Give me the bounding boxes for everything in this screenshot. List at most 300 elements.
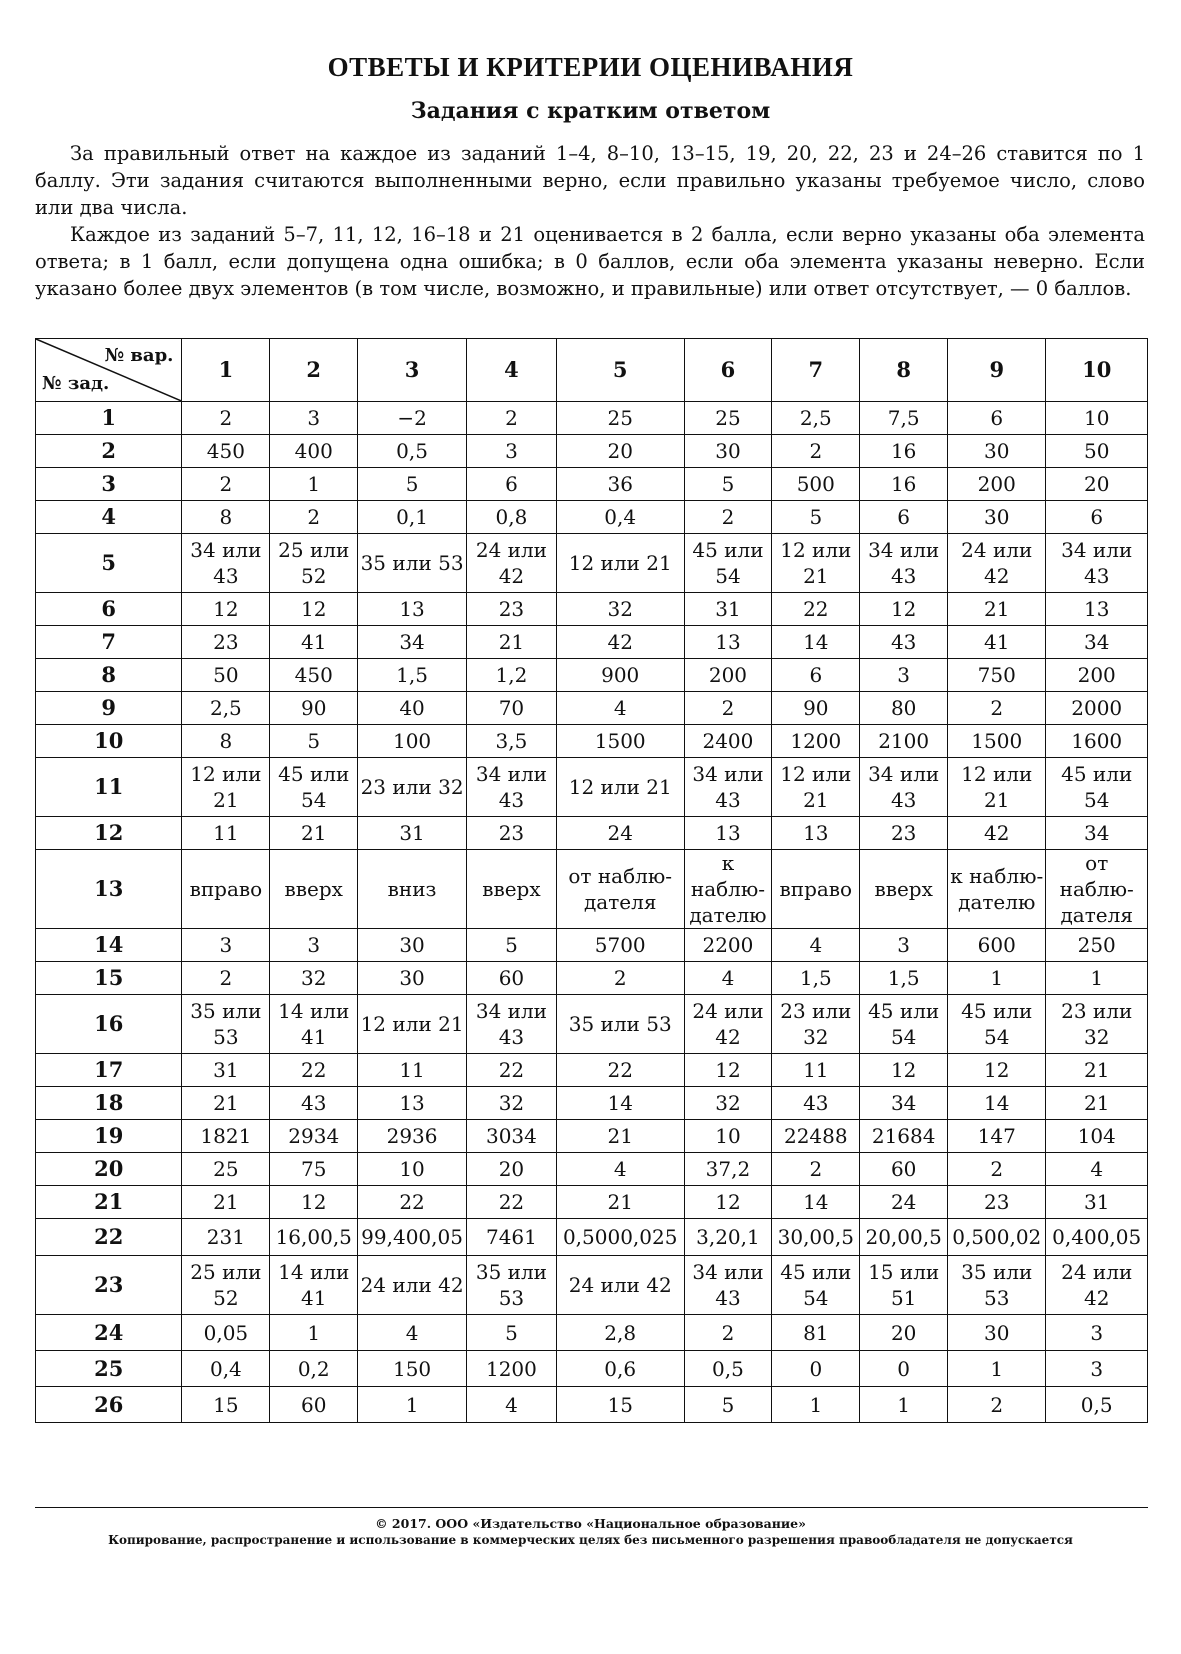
task-number-cell: 11 (36, 758, 182, 817)
answer-cell: 2,5 (772, 402, 860, 435)
answer-cell: вверх (466, 850, 556, 929)
table-row (36, 593, 1148, 626)
answer-cell: 21 (948, 593, 1046, 626)
answer-cell: 10 (684, 1120, 772, 1153)
answer-cell: 34 (1046, 817, 1148, 850)
answer-cell: вниз (358, 850, 467, 929)
answer-cell: 1,5 (772, 962, 860, 995)
answer-cell: 15 (182, 1387, 270, 1423)
answer-cell: 8 (182, 501, 270, 534)
answer-cell: 2 (556, 962, 684, 995)
answer-cell: 0,8 (466, 501, 556, 534)
table-row (36, 435, 1148, 468)
answer-cell: 14 или 41 (270, 1256, 358, 1315)
answer-cell: 1600 (1046, 725, 1148, 758)
answer-cell: 4 (684, 962, 772, 995)
answer-cell: 43 (860, 626, 948, 659)
answer-cell: 2200 (684, 929, 772, 962)
task-number-cell: 10 (36, 725, 182, 758)
answer-cell: 12 (948, 1054, 1046, 1087)
answer-cell: 5 (270, 725, 358, 758)
answer-cell: 34 или 43 (1046, 534, 1148, 593)
answer-cell: к наблю-дателю (684, 850, 772, 929)
answer-cell: 3 (466, 435, 556, 468)
answer-cell: 1 (270, 468, 358, 501)
answer-cell: 30 (948, 435, 1046, 468)
answer-cell: 12 (182, 593, 270, 626)
answer-cell: 34 или 43 (466, 995, 556, 1054)
answer-cell: 3 (860, 929, 948, 962)
task-number-cell: 2 (36, 435, 182, 468)
answer-cell: 1 (860, 1387, 948, 1423)
answer-cell: 23 (948, 1186, 1046, 1219)
task-number-cell: 7 (36, 626, 182, 659)
task-number-cell: 23 (36, 1256, 182, 1315)
answer-cell: 250 (1046, 929, 1148, 962)
table-row (36, 1219, 1148, 1256)
answer-cell: 12 или 21 (182, 758, 270, 817)
answer-cell: 12 или 21 (772, 758, 860, 817)
answer-cell: от наблю-дателя (1046, 850, 1148, 929)
answer-cell: 70 (466, 692, 556, 725)
answer-cell: 35 или 53 (182, 995, 270, 1054)
task-number-cell: 22 (36, 1219, 182, 1256)
answer-cell: 14 или 41 (270, 995, 358, 1054)
answer-cell: 21 (270, 817, 358, 850)
answer-cell: 5700 (556, 929, 684, 962)
answers-body (36, 402, 1148, 1423)
answer-cell: 31 (358, 817, 467, 850)
answer-cell: 12 или 21 (556, 758, 684, 817)
answer-cell: 231 (182, 1219, 270, 1256)
table-row (36, 626, 1148, 659)
answer-cell: вверх (270, 850, 358, 929)
footer-divider (35, 1507, 1148, 1508)
answer-cell: 3034 (466, 1120, 556, 1153)
task-number-cell: 16 (36, 995, 182, 1054)
answer-cell: 3 (860, 659, 948, 692)
task-number-cell: 17 (36, 1054, 182, 1087)
answer-cell: 23 или 32 (1046, 995, 1148, 1054)
answer-cell: 1 (948, 1351, 1046, 1387)
answer-cell: 60 (466, 962, 556, 995)
answer-cell: 2 (948, 1153, 1046, 1186)
answer-cell: 42 (556, 626, 684, 659)
answer-cell: 90 (772, 692, 860, 725)
answer-cell: 4 (556, 692, 684, 725)
answer-cell: 23 (182, 626, 270, 659)
answer-cell: 1,2 (466, 659, 556, 692)
variant-header: 10 (1046, 339, 1148, 402)
answer-cell: 10 (358, 1153, 467, 1186)
answer-cell: 90 (270, 692, 358, 725)
answer-cell: 3 (182, 929, 270, 962)
answer-cell: 24 или 42 (684, 995, 772, 1054)
variant-header: 1 (182, 339, 270, 402)
answer-cell: 5 (358, 468, 467, 501)
answer-cell: 13 (358, 593, 467, 626)
answer-cell: 37,2 (684, 1153, 772, 1186)
task-number-cell: 6 (36, 593, 182, 626)
answer-cell: 30 (948, 501, 1046, 534)
answer-cell: вправо (772, 850, 860, 929)
answer-cell: 22488 (772, 1120, 860, 1153)
answer-cell: 450 (270, 659, 358, 692)
answer-cell: 12 или 21 (772, 534, 860, 593)
answer-cell: 34 или 43 (466, 758, 556, 817)
answer-cell: 45 или 54 (948, 995, 1046, 1054)
answer-cell: 14 (772, 626, 860, 659)
answer-cell: 0,4 (556, 501, 684, 534)
answer-cell: 35 или 53 (556, 995, 684, 1054)
answer-cell: 12 (860, 1054, 948, 1087)
answer-cell: 12 или 21 (948, 758, 1046, 817)
table-row (36, 501, 1148, 534)
answer-cell: 21 (466, 626, 556, 659)
answer-cell: 1 (948, 962, 1046, 995)
answer-cell: 4 (466, 1387, 556, 1423)
answer-cell: 1821 (182, 1120, 270, 1153)
answer-cell: 24 (860, 1186, 948, 1219)
answer-cell: 1 (772, 1387, 860, 1423)
answer-cell: 3,20,1 (684, 1219, 772, 1256)
answer-cell: 2 (466, 402, 556, 435)
answer-cell: 20,00,5 (860, 1219, 948, 1256)
task-number-cell: 18 (36, 1087, 182, 1120)
task-number-cell: 12 (36, 817, 182, 850)
answer-cell: 25 или 52 (182, 1256, 270, 1315)
answer-cell: 4 (1046, 1153, 1148, 1186)
task-number-cell: 3 (36, 468, 182, 501)
task-number-cell: 13 (36, 850, 182, 929)
answer-cell: 5 (466, 1315, 556, 1351)
variant-header: 3 (358, 339, 467, 402)
answer-cell: 2,8 (556, 1315, 684, 1351)
task-number-cell: 24 (36, 1315, 182, 1351)
criteria-paragraph-1: За правильный ответ на каждое из заданий 1–4, 8–10, 13–15, 19, 20, 22, 23 и 24–26 ставится по 1 баллу. Эти задания считаются выполненными верно, если правильно указаны требуемое число, слово или два числа. (35, 142, 1145, 219)
answer-cell: 1200 (466, 1351, 556, 1387)
answer-cell: 6 (948, 402, 1046, 435)
corner-cell (36, 339, 182, 402)
answer-cell: 50 (1046, 435, 1148, 468)
table-row (36, 1087, 1148, 1120)
answer-cell: 16 (860, 468, 948, 501)
answer-cell: 21 (556, 1186, 684, 1219)
task-number-cell: 4 (36, 501, 182, 534)
answer-cell: 21 (182, 1186, 270, 1219)
task-number-cell: 26 (36, 1387, 182, 1423)
answer-cell: 45 или 54 (772, 1256, 860, 1315)
answer-cell: 200 (1046, 659, 1148, 692)
answer-cell: 32 (556, 593, 684, 626)
answer-cell: 7,5 (860, 402, 948, 435)
answer-cell: 104 (1046, 1120, 1148, 1153)
answer-cell: 1 (1046, 962, 1148, 995)
answer-cell: 3 (270, 402, 358, 435)
table-row (36, 1256, 1148, 1315)
answer-cell: 32 (466, 1087, 556, 1120)
answer-cell: 13 (684, 817, 772, 850)
answer-cell: 34 (358, 626, 467, 659)
answer-cell: 8 (182, 725, 270, 758)
task-number-cell: 9 (36, 692, 182, 725)
answer-cell: 6 (860, 501, 948, 534)
answer-cell: 12 (270, 593, 358, 626)
task-axis-label: № зад. (42, 373, 110, 394)
answer-cell: 0,5000,025 (556, 1219, 684, 1256)
task-number-cell: 15 (36, 962, 182, 995)
answer-cell: 2934 (270, 1120, 358, 1153)
answer-cell: 0,500,02 (948, 1219, 1046, 1256)
answer-cell: 15 или 51 (860, 1256, 948, 1315)
answer-cell: 14 (556, 1087, 684, 1120)
answer-cell: 20 (1046, 468, 1148, 501)
answer-cell: 3 (1046, 1351, 1148, 1387)
answer-cell: 35 или 53 (948, 1256, 1046, 1315)
answer-cell: 20 (556, 435, 684, 468)
variant-header: 9 (948, 339, 1046, 402)
answer-cell: 21 (182, 1087, 270, 1120)
answer-cell: 12 или 21 (556, 534, 684, 593)
answer-cell: 30 (358, 962, 467, 995)
answer-cell: 1 (270, 1315, 358, 1351)
answers-table (35, 338, 1148, 1423)
answer-cell: 0 (772, 1351, 860, 1387)
answer-cell: 24 или 42 (556, 1256, 684, 1315)
criteria-paragraph-2: Каждое из заданий 5–7, 11, 12, 16–18 и 21 оценивается в 2 балла, если верно указаны оба элемента ответа; в 1 балл, если допущена одна ошибка; в 0 баллов, если оба элемента указаны неверно. Если указано более двух элементов (в том числе, возможно, и правильные) или ответ отсутствует, — 0 баллов. (35, 223, 1145, 300)
answer-cell: 60 (860, 1153, 948, 1186)
answer-cell: 34 или 43 (684, 1256, 772, 1315)
answer-cell: 4 (772, 929, 860, 962)
scoring-criteria (35, 140, 1145, 302)
answer-cell: 22 (358, 1186, 467, 1219)
table-row (36, 1315, 1148, 1351)
answer-cell: 1 (358, 1387, 467, 1423)
answer-cell: 6 (1046, 501, 1148, 534)
answer-cell: 81 (772, 1315, 860, 1351)
answer-cell: 750 (948, 659, 1046, 692)
variant-header: 4 (466, 339, 556, 402)
variant-header: 2 (270, 339, 358, 402)
answer-cell: 34 или 43 (860, 534, 948, 593)
answer-cell: 30 (684, 435, 772, 468)
answer-cell: 11 (182, 817, 270, 850)
answer-cell: 6 (466, 468, 556, 501)
answer-cell: 21 (556, 1120, 684, 1153)
answer-cell: 0,2 (270, 1351, 358, 1387)
answer-cell: 24 или 42 (466, 534, 556, 593)
answer-cell: 2 (684, 692, 772, 725)
answer-cell: 2 (948, 1387, 1046, 1423)
answer-cell: 400 (270, 435, 358, 468)
answer-cell: 0,4 (182, 1351, 270, 1387)
answer-cell: 23 или 32 (358, 758, 467, 817)
answer-cell: 0,6 (556, 1351, 684, 1387)
answer-cell: 12 (860, 593, 948, 626)
answer-cell: 5 (684, 1387, 772, 1423)
answer-cell: 0,1 (358, 501, 467, 534)
answer-cell: 35 или 53 (358, 534, 467, 593)
variant-axis-label: № вар. (104, 345, 174, 366)
answer-cell: 2000 (1046, 692, 1148, 725)
answer-cell: 31 (1046, 1186, 1148, 1219)
table-row (36, 692, 1148, 725)
answer-cell: 30,00,5 (772, 1219, 860, 1256)
table-row (36, 1120, 1148, 1153)
answer-cell: 41 (270, 626, 358, 659)
answer-cell: 23 или 32 (772, 995, 860, 1054)
task-number-cell: 14 (36, 929, 182, 962)
answer-cell: 31 (684, 593, 772, 626)
task-number-cell: 1 (36, 402, 182, 435)
answer-cell: 200 (948, 468, 1046, 501)
answer-cell: 32 (684, 1087, 772, 1120)
answer-cell: 22 (772, 593, 860, 626)
answer-cell: 15 (556, 1387, 684, 1423)
table-row (36, 1351, 1148, 1387)
answer-cell: 450 (182, 435, 270, 468)
answer-cell: 99,400,05 (358, 1219, 467, 1256)
table-row (36, 1153, 1148, 1186)
answer-cell: 23 (860, 817, 948, 850)
answer-cell: 22 (466, 1186, 556, 1219)
task-number-cell: 19 (36, 1120, 182, 1153)
answer-cell: 25 (556, 402, 684, 435)
answer-cell: 4 (556, 1153, 684, 1186)
answer-cell: 147 (948, 1120, 1046, 1153)
variant-header: 6 (684, 339, 772, 402)
answer-cell: 24 (556, 817, 684, 850)
answer-cell: 10 (1046, 402, 1148, 435)
answer-cell: 22 (270, 1054, 358, 1087)
variant-header: 7 (772, 339, 860, 402)
answer-cell: 2 (684, 501, 772, 534)
answer-cell: 22 (556, 1054, 684, 1087)
table-row (36, 1186, 1148, 1219)
answer-cell: 12 (270, 1186, 358, 1219)
variant-header: 8 (860, 339, 948, 402)
answer-cell: 2 (772, 1153, 860, 1186)
answer-cell: 34 (1046, 626, 1148, 659)
page-subtitle: Задания с кратким ответом (410, 98, 771, 124)
answer-cell: 5 (466, 929, 556, 962)
answer-cell: 42 (948, 817, 1046, 850)
answer-cell: 2 (948, 692, 1046, 725)
answer-cell: 0,05 (182, 1315, 270, 1351)
task-number-cell: 21 (36, 1186, 182, 1219)
answer-cell: 40 (358, 692, 467, 725)
answer-cell: 13 (684, 626, 772, 659)
answer-cell: 34 или 43 (684, 758, 772, 817)
answer-cell: 60 (270, 1387, 358, 1423)
answer-cell: 2 (182, 468, 270, 501)
answer-cell: 1,5 (358, 659, 467, 692)
table-row (36, 850, 1148, 929)
answer-cell: 0 (860, 1351, 948, 1387)
answer-cell: 2,5 (182, 692, 270, 725)
answer-cell: 25 (684, 402, 772, 435)
answer-cell: 6 (772, 659, 860, 692)
answer-cell: к наблю-дателю (948, 850, 1046, 929)
answer-cell: 500 (772, 468, 860, 501)
task-number-cell: 5 (36, 534, 182, 593)
answer-cell: 25 или 52 (270, 534, 358, 593)
answer-cell: 2400 (684, 725, 772, 758)
answer-cell: 24 или 42 (948, 534, 1046, 593)
answer-cell: 43 (270, 1087, 358, 1120)
answer-cell: 2 (270, 501, 358, 534)
answer-cell: 0,5 (358, 435, 467, 468)
answer-cell: 7461 (466, 1219, 556, 1256)
answer-cell: 900 (556, 659, 684, 692)
answer-cell: 41 (948, 626, 1046, 659)
answer-cell: 24 или 42 (358, 1256, 467, 1315)
answer-cell: вправо (182, 850, 270, 929)
answer-cell: 3 (1046, 1315, 1148, 1351)
answer-cell: 75 (270, 1153, 358, 1186)
answer-cell: 21 (1046, 1087, 1148, 1120)
answer-cell: 0,400,05 (1046, 1219, 1148, 1256)
answer-cell: 150 (358, 1351, 467, 1387)
answer-cell: 24 или 42 (1046, 1256, 1148, 1315)
answer-cell: 12 (684, 1186, 772, 1219)
answer-cell: 2936 (358, 1120, 467, 1153)
answer-cell: 45 или 54 (270, 758, 358, 817)
answer-cell: 34 или 43 (182, 534, 270, 593)
table-row (36, 725, 1148, 758)
table-row (36, 659, 1148, 692)
answer-cell: 31 (182, 1054, 270, 1087)
answer-cell: 200 (684, 659, 772, 692)
answer-cell: 20 (860, 1315, 948, 1351)
table-row (36, 402, 1148, 435)
copyright-notice: © 2017. ООО «Издательство «Национальное образование» (375, 1516, 806, 1531)
answer-cell: 12 (684, 1054, 772, 1087)
variant-header: 5 (556, 339, 684, 402)
answer-cell: 30 (948, 1315, 1046, 1351)
answer-cell: 21684 (860, 1120, 948, 1153)
answer-cell: 13 (1046, 593, 1148, 626)
answer-cell: 5 (684, 468, 772, 501)
answer-cell: 25 (182, 1153, 270, 1186)
answer-cell: 12 или 21 (358, 995, 467, 1054)
answer-cell: 1500 (556, 725, 684, 758)
answer-cell: 1,5 (860, 962, 948, 995)
answer-cell: 35 или 53 (466, 1256, 556, 1315)
answer-cell: 32 (270, 962, 358, 995)
answer-cell: вверх (860, 850, 948, 929)
task-number-cell: 8 (36, 659, 182, 692)
answer-cell: 22 (466, 1054, 556, 1087)
answer-cell: 16,00,5 (270, 1219, 358, 1256)
answer-cell: 4 (358, 1315, 467, 1351)
answer-cell: 2 (182, 402, 270, 435)
answer-cell: 100 (358, 725, 467, 758)
answer-cell: 80 (860, 692, 948, 725)
answer-cell: от наблю-дателя (556, 850, 684, 929)
answer-cell: 50 (182, 659, 270, 692)
answer-cell: 16 (860, 435, 948, 468)
answer-cell: 45 или 54 (1046, 758, 1148, 817)
answer-cell: 2 (684, 1315, 772, 1351)
answer-cell: 20 (466, 1153, 556, 1186)
answer-cell: 3,5 (466, 725, 556, 758)
answer-cell: 13 (358, 1087, 467, 1120)
answer-cell: 21 (1046, 1054, 1148, 1087)
answer-cell: 3 (270, 929, 358, 962)
answer-cell: 0,5 (684, 1351, 772, 1387)
answer-cell: 11 (772, 1054, 860, 1087)
